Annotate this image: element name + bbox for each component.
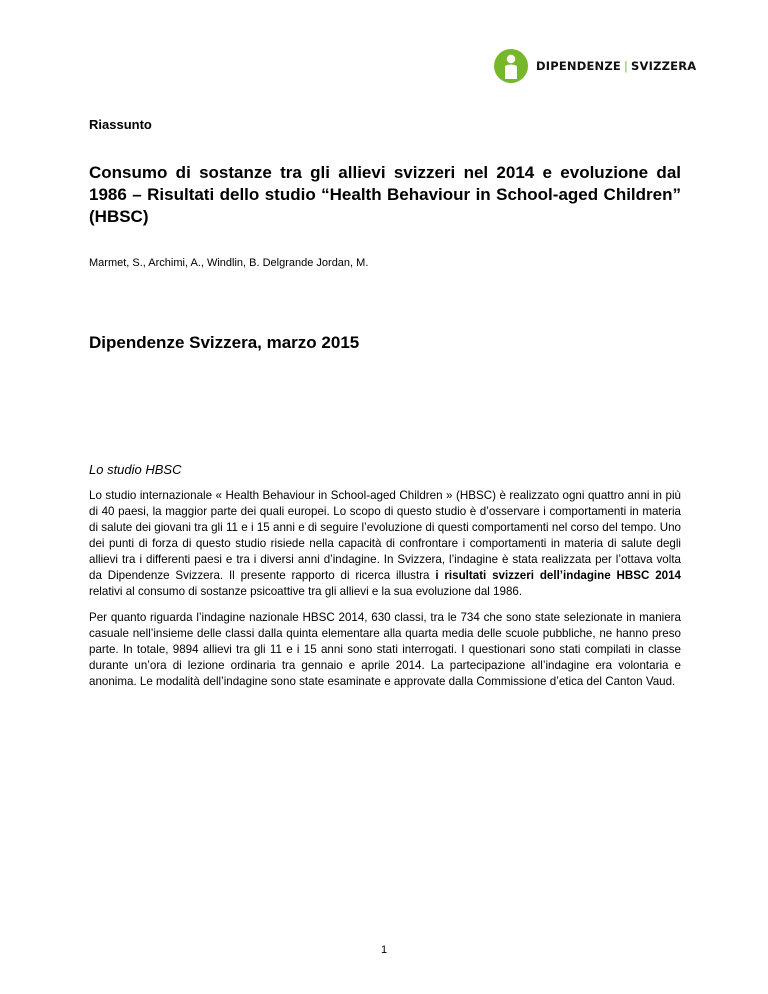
- paragraph-1-bold: i risultati svizzeri dell’indagine HBSC 2014: [435, 569, 681, 582]
- page-number: 1: [380, 944, 388, 956]
- dipendenze-svizzera-logo-icon: [494, 49, 528, 83]
- logo-wordmark: [536, 59, 696, 73]
- paragraph-1: [89, 488, 681, 600]
- paragraph-1-text-after: relativi al consumo di sostanze psicoattive tra gli allievi e la sua evoluzione dal 1986.: [89, 585, 523, 598]
- subheading: Lo studio HBSC: [89, 462, 182, 477]
- document-title: Consumo di sostanze tra gli allievi svizzeri nel 2014 e evoluzione dal 1986 – Risultati dello studio “Health Behaviour in School-aged Children” (HBSC): [89, 163, 681, 226]
- logo-divider: |: [623, 59, 629, 73]
- paragraph-2: Per quanto riguarda l’indagine nazionale HBSC 2014, 630 classi, tra le 734 che sono state selezionate in maniera casuale nell’insieme delle classi dalla quinta elementare alla quarta media delle scuole pubbliche, ne hanno preso parte. In totale, 9894 allievi tra gli 11 e i 15 anni sono stati interrogati. I questionari sono stati compilati in classe durante un’ora di lezione ordinaria tra gennaio e aprile 2014. La partecipazione all’indagine era volontaria e anonima. Le modalità dell’indagine sono state esaminate e approvate dalla Commissione d’etica del Canton Vaud.: [89, 611, 681, 688]
- paragraph-1-text-before: Lo studio internazionale « Health Behaviour in School-aged Children » (HBSC) è realizzato ogni quattro anni in più di 40 paesi, la maggior parte dei quali europei. Lo scopo di questo studio è d’osservare i comportamenti in materia di salute dei giovani tra gli 11 e i 15 anni e di seguire l’evoluzione di questi comportamenti nel corso del tempo. Uno dei punti di forza di questo studio risiede nella capacità di confrontare i comportamenti in materia di salute degli allievi tra i differenti paesi e tra i diversi anni d’indagine. In Svizzera, l’indagine è stata realizzata per l’ottava volta da Dipendenze Svizzera. Il presente rapporto di ricerca illustra: [89, 489, 681, 582]
- header-logo: [494, 49, 696, 83]
- publisher-date: Dipendenze Svizzera, marzo 2015: [89, 333, 360, 352]
- logo-brand-right: SVIZZERA: [631, 59, 697, 73]
- section-label: Riassunto: [89, 117, 152, 132]
- logo-brand-left: DIPENDENZE: [536, 59, 621, 73]
- authors: Marmet, S., Archimi, A., Windlin, B. Delgrande Jordan, M.: [89, 257, 369, 269]
